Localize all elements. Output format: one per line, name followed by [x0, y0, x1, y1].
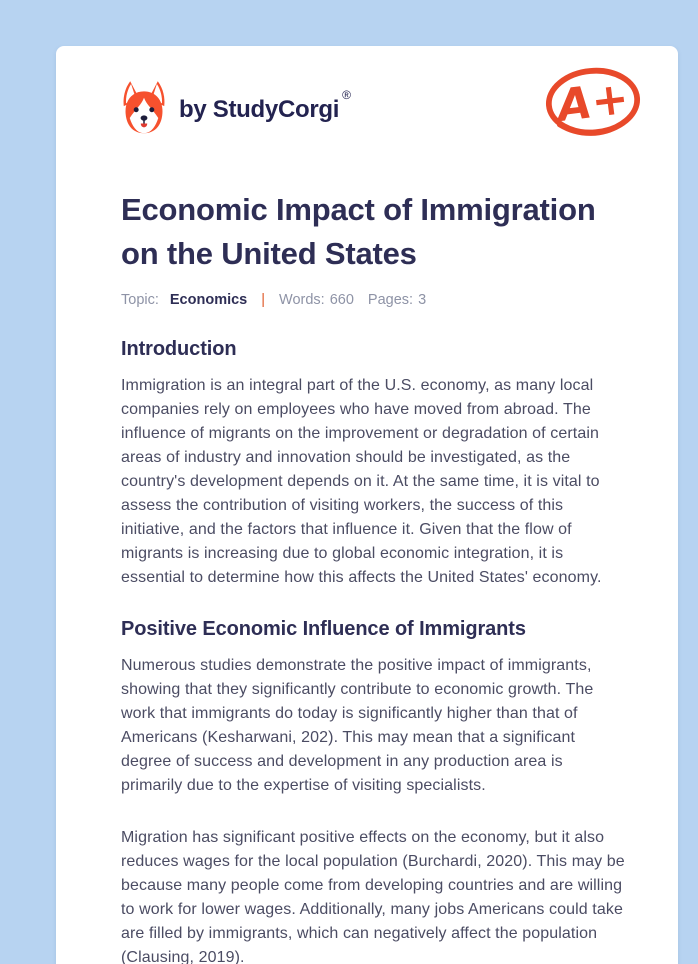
brand-text	[179, 87, 351, 124]
paragraph: Immigration is an integral part of the U.S. economy, as many local companies rely on employees who have moved from abroad. The influence of migrants on the improvement or degradation of certain areas of industry and innovation should be investigated, as the country's development depends on it. At the same time, it is vital to assess the contribution of visiting workers, the success of this initiative, and the factors that influence it. Given that the flow of migrants is increasing due to global economic integration, it is essential to determine how this affects the United States' economy.	[121, 377, 602, 586]
words-label: Words:	[279, 292, 325, 308]
registered-mark: ®	[342, 87, 351, 102]
topic-link[interactable]: Economics	[169, 292, 248, 308]
grade-text: A+	[554, 72, 632, 133]
section-heading: Positive Economic Influence of Immigrants	[121, 618, 526, 640]
words-value: 660	[329, 292, 354, 308]
paragraph: Numerous studies demonstrate the positive impact of immigrants, showing that they significantly contribute to economic growth. The work that immigrants do today is significantly higher than that of Americans (Kesharwani, 202). This may mean that a significant degree of success and development in any production area is primarily due to the expertise of visiting specialists.	[121, 657, 594, 794]
a-plus-stamp-icon	[543, 62, 643, 152]
topic-label: Topic:	[121, 292, 159, 308]
meta-row	[121, 292, 627, 308]
meta-divider: |	[261, 292, 266, 308]
brand-by-text: by StudyCorgi	[179, 95, 340, 123]
paragraph: Migration has significant positive effects on the economy, but it also reduces wages for the local population (Burchardi, 2020). This may be because many people come from developing countries and are willing to work for lower wages. Additionally, many jobs Americans could take are filled by immigrants, which can negatively affect the population (Clausing, 2019).	[121, 829, 625, 964]
section-positive-influence	[121, 618, 627, 964]
page-title: Economic Impact of Immigration on the United States	[121, 192, 596, 271]
corgi-logo-icon	[121, 80, 167, 139]
document-card	[56, 46, 678, 964]
header	[121, 72, 632, 150]
brand	[121, 80, 351, 139]
section-introduction	[121, 338, 627, 590]
section-heading: Introduction	[121, 338, 237, 360]
pages-label: Pages:	[367, 292, 414, 308]
pages-value: 3	[418, 292, 427, 308]
